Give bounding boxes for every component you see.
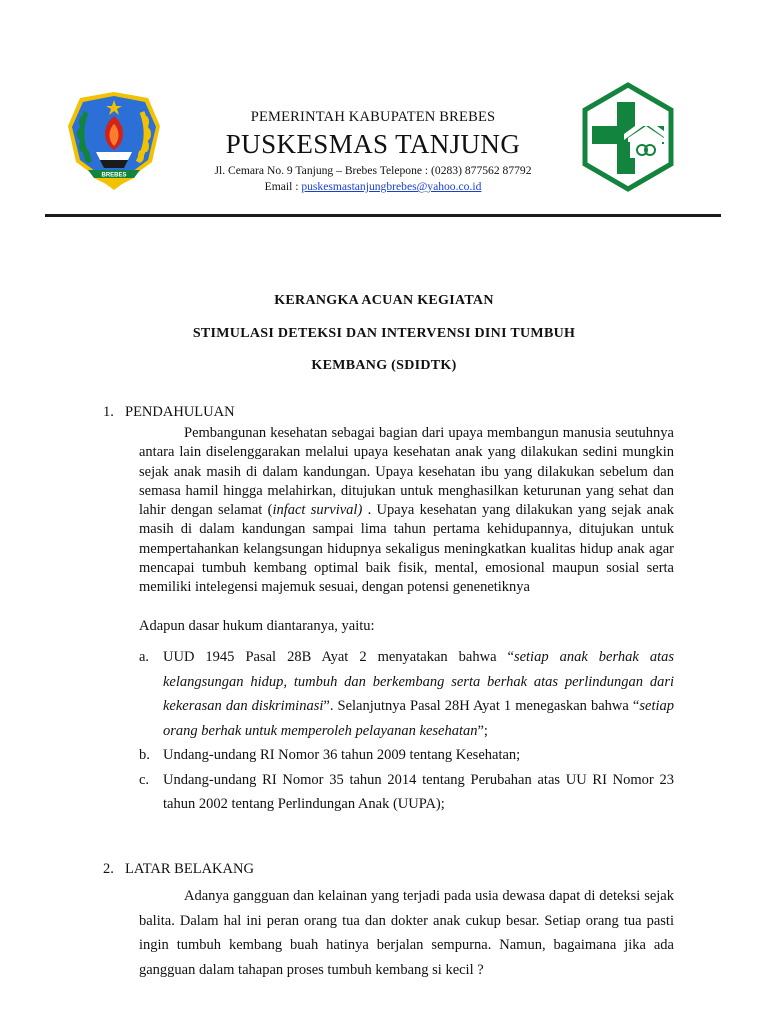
legal-basis-list xyxy=(139,645,674,817)
document-title-line-1: KERANGKA ACUAN KEGIATAN xyxy=(274,293,494,308)
paragraph-text-b: . Upaya kesehatan yang dilakukan yang sejak anak masih di dalam kandungan sampai lima tahun pertama kehidupannya, ditujukan untuk mempertahankan kelangsungan hidupnya sekaligus meningkatkan kualitas hidup anak agar mencapai tumbuh kembang optimal baik fisik, mental, emosional maupun sosial serta memiliki intelegensi majemuk sesuai, dengan potensi genenetiknya xyxy=(139,502,674,596)
list-text: ”; xyxy=(477,722,488,739)
list-text: Undang-undang RI Nomor 35 tahun 2014 tentang Perubahan atas UU RI Nomor 23 tahun 2002 tentang Perlindungan Anak (UUPA); xyxy=(163,771,674,812)
letterhead-divider xyxy=(45,214,721,217)
document-title-line-2: STIMULASI DETEKSI DAN INTERVENSI DINI TUMBUH xyxy=(192,326,576,341)
list-item xyxy=(139,645,674,743)
letterhead-text xyxy=(188,108,558,195)
email-link[interactable]: puskesmastanjungbrebes@yahoo.co.id xyxy=(301,180,482,193)
brebes-regency-emblem-icon xyxy=(60,90,168,194)
latar-belakang-paragraph xyxy=(139,884,674,982)
organization-name: PUSKESMAS TANJUNG xyxy=(225,129,521,159)
list-marker: b. xyxy=(139,747,150,763)
email-label: Email : xyxy=(264,180,302,193)
list-marker: c. xyxy=(139,771,150,788)
svg-text:BREBES: BREBES xyxy=(101,172,127,179)
paragraph-text-a: Pembangunan kesehatan sebagai bagian dari upaya membangun manusia seutuhnya antara lain diselenggarakan melalui upaya kesehatan anak yang dilakukan sedini mungkin sejak anak masih di dalam kandungan. Upaya kesehatan ibu yang dilakukan sebelum dan semasa hamil hingga melahirkan, ditujukan untuk menghasilkan keturunan yang sehat dan lahir dengan selamat ( xyxy=(139,425,674,519)
list-italic: setiap anak berhak atas kelangsungan hidup, tumbuh dan berkembang serta berhak atas perlindungan dari kekerasan dan diskriminasi xyxy=(163,649,674,714)
list-marker: a. xyxy=(139,649,150,665)
list-text: ”. Selanjutnya Pasal 28H Ayat 1 menegaskan bahwa “ xyxy=(323,698,640,714)
list-text: UUD 1945 Pasal 28B Ayat 2 menyatakan bahwa “ xyxy=(163,649,514,665)
paragraph-italic: infact survival) xyxy=(272,502,363,519)
legal-basis-intro: Adapun dasar hukum diantaranya, yaitu: xyxy=(139,618,375,634)
pendahuluan-paragraph xyxy=(139,424,674,598)
list-text: Undang-undang RI Nomor 36 tahun 2009 tentang Kesehatan; xyxy=(163,747,521,763)
section-label: LATAR BELAKANG xyxy=(125,861,254,877)
puskesmas-logo-icon xyxy=(580,82,676,192)
address-line: Jl. Cemara No. 9 Tanjung – Brebes Telepone : (0283) 877562 87792 xyxy=(214,164,532,177)
letterhead xyxy=(0,0,768,230)
section-label: PENDAHULUAN xyxy=(125,404,235,420)
section-number: 1. xyxy=(103,404,114,420)
government-name: PEMERINTAH KABUPATEN BREBES xyxy=(250,109,496,125)
section-number: 2. xyxy=(103,861,114,877)
document-title-line-3: KEMBANG (SDIDTK) xyxy=(311,358,457,373)
list-item xyxy=(139,768,674,817)
paragraph-text: Adanya gangguan dan kelainan yang terjadi pada usia dewasa dapat di deteksi sejak balita. Dalam hal ini peran orang tua dan dokter anak cukup besar. Setiap orang tua pasti ingin tumbuh kembang buah hatinya berjalan sempurna. Namun, bagaimana jika ada gangguan dalam tahapan proses tumbuh kembang si kecil ? xyxy=(139,888,674,978)
email-line xyxy=(188,179,558,195)
list-item xyxy=(139,743,674,768)
list-italic: setiap orang berhak untuk memperoleh pelayanan kesehatan xyxy=(163,698,674,739)
